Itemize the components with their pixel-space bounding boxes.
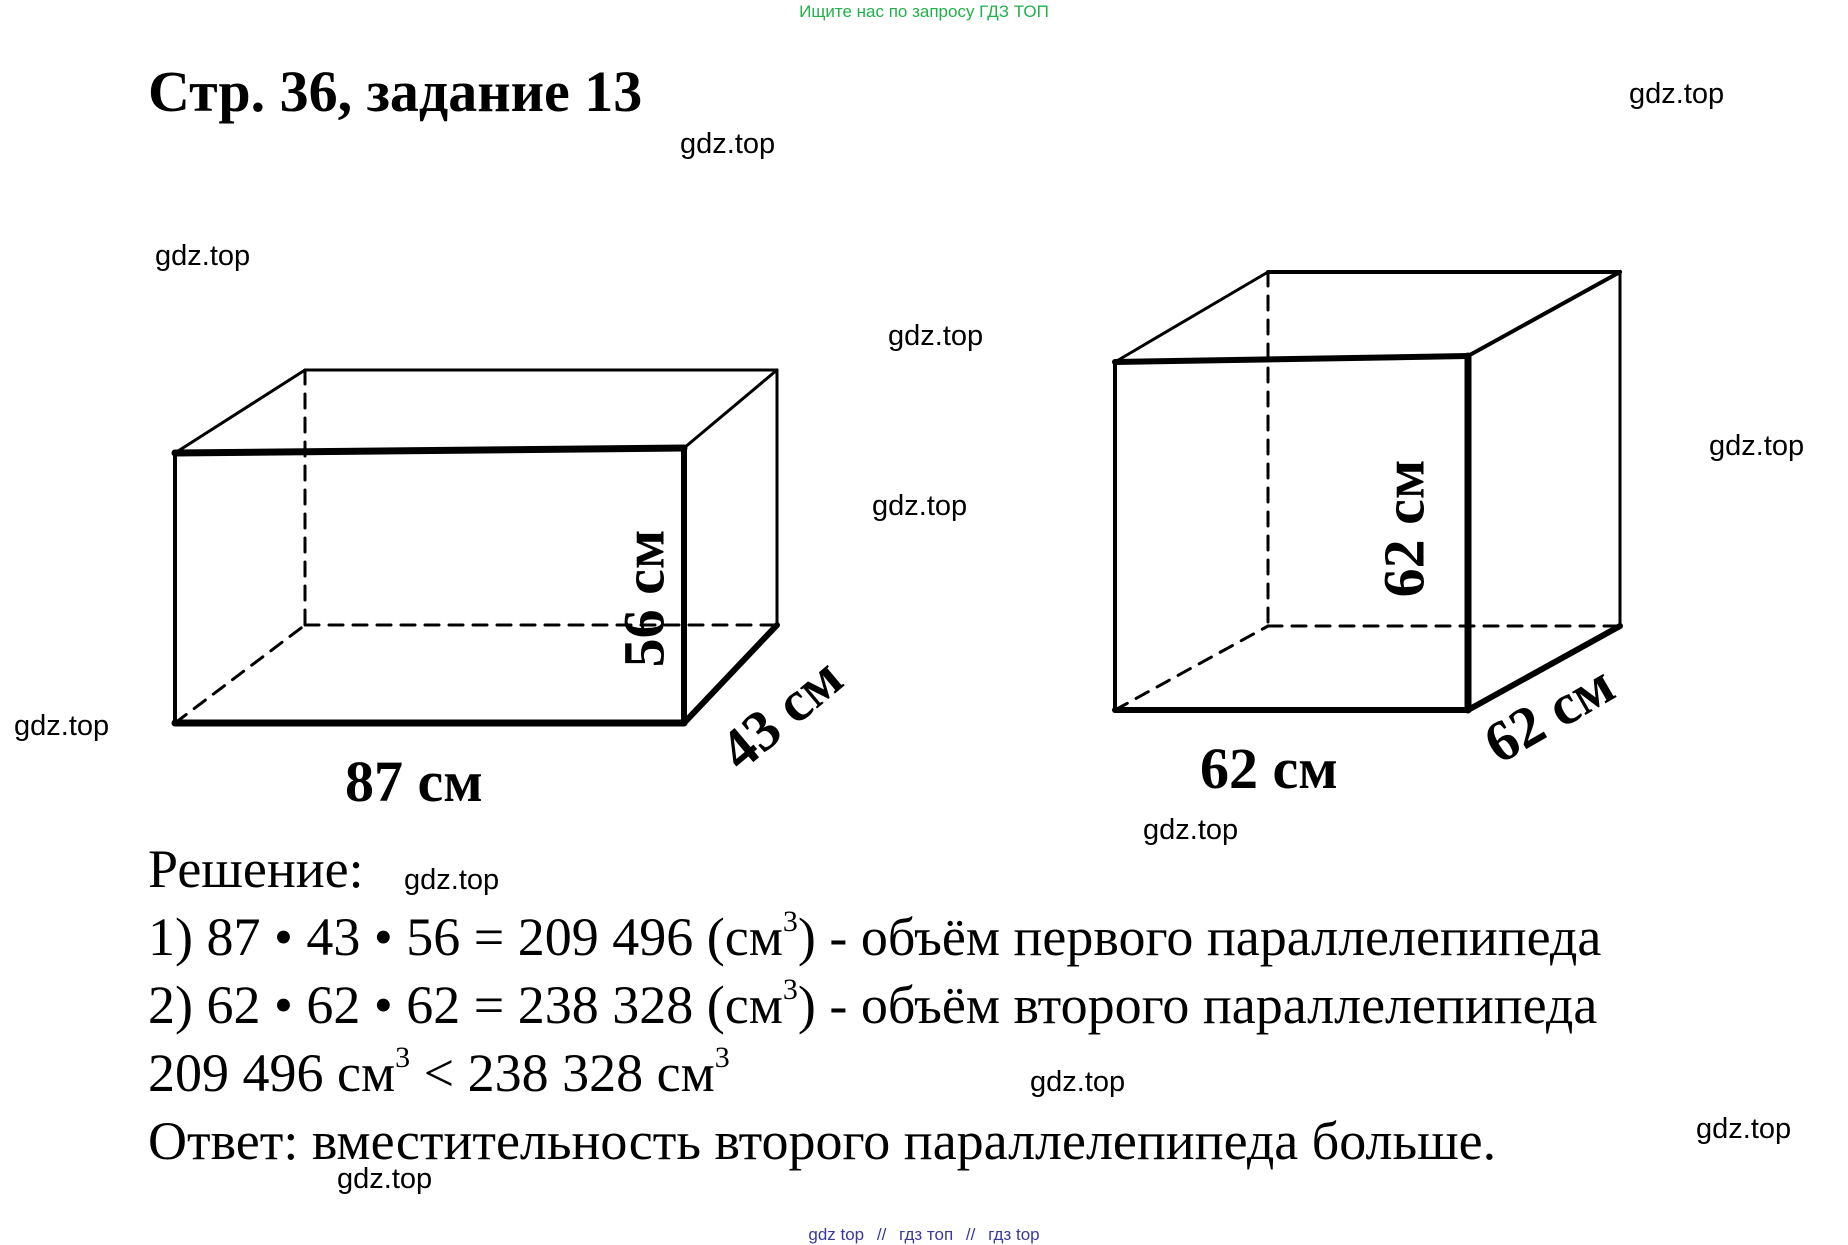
footer-link[interactable]: гдз top xyxy=(988,1225,1040,1244)
step-1-description: ) - объём первого параллелепипеда xyxy=(797,907,1602,967)
footer-links xyxy=(0,1225,1848,1245)
watermark: gdz.top xyxy=(1629,78,1725,110)
solution-step-2 xyxy=(148,974,1597,1036)
watermark: gdz.top xyxy=(680,128,776,160)
height-label-1: 56 см xyxy=(611,529,677,668)
footer-link[interactable]: гдз топ xyxy=(899,1225,954,1244)
edge xyxy=(175,448,684,453)
solution-step-1 xyxy=(148,906,1601,968)
width-label-1: 43 см xyxy=(707,644,855,783)
edge xyxy=(1468,272,1620,356)
solution-heading: Решение: xyxy=(148,839,364,899)
solution-answer: Ответ: вместительность второго параллелепипеда больше. xyxy=(148,1111,1497,1171)
footer-separator: // xyxy=(876,1225,887,1244)
search-banner[interactable]: Ищите нас по запросу ГДЗ ТОП xyxy=(799,2,1049,21)
cubic-exponent: 3 xyxy=(782,905,798,938)
edge xyxy=(1115,272,1268,362)
hidden-edge xyxy=(175,625,305,723)
edge xyxy=(1115,356,1468,362)
solution-comparison xyxy=(148,1042,730,1104)
width-label-2: 62 см xyxy=(1472,650,1625,777)
length-label-1: 87 см xyxy=(345,749,483,814)
edge xyxy=(684,370,777,448)
cubic-exponent: 3 xyxy=(714,1041,730,1074)
page-title: Стр. 36, задание 13 xyxy=(148,59,643,124)
watermark: gdz.top xyxy=(337,1163,433,1195)
watermark: gdz.top xyxy=(1143,814,1239,846)
box-figure-1 xyxy=(160,360,800,740)
watermark: gdz.top xyxy=(1030,1066,1126,1098)
footer-separator: // xyxy=(965,1225,976,1244)
watermark: gdz.top xyxy=(404,864,500,896)
watermark: gdz.top xyxy=(155,240,251,272)
cubic-exponent: 3 xyxy=(782,973,798,1006)
height-label-2: 62 см xyxy=(1371,459,1437,598)
hidden-edge xyxy=(1115,626,1268,710)
length-label-2: 62 см xyxy=(1200,736,1338,801)
footer-link[interactable]: gdz top xyxy=(808,1225,865,1244)
step-1-expression: 1) 87 • 43 • 56 = 209 496 (см xyxy=(148,907,783,967)
step-2-expression: 2) 62 • 62 • 62 = 238 328 (см xyxy=(148,975,783,1035)
step-2-description: ) - объём второго параллелепипеда xyxy=(797,975,1598,1035)
watermark: gdz.top xyxy=(1696,1113,1792,1145)
edge xyxy=(175,370,305,453)
volume-2: < 238 328 см xyxy=(410,1043,715,1103)
cubic-exponent: 3 xyxy=(395,1041,411,1074)
watermark: gdz.top xyxy=(888,320,984,352)
watermark: gdz.top xyxy=(14,710,110,742)
watermark: gdz.top xyxy=(872,490,968,522)
volume-1: 209 496 см xyxy=(148,1043,396,1103)
watermark: gdz.top xyxy=(1709,430,1805,462)
